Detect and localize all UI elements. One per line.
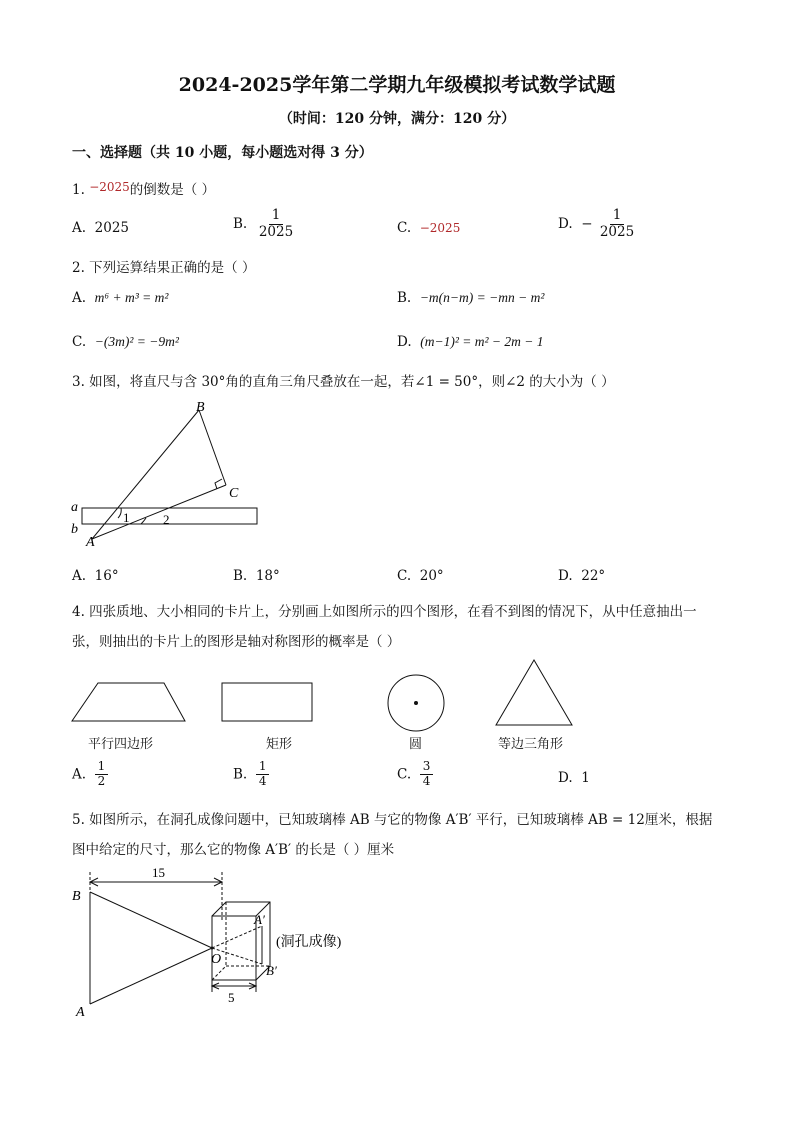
rectangle-shape bbox=[222, 683, 312, 721]
option-a[interactable] bbox=[72, 220, 129, 236]
parallelogram-shape bbox=[72, 683, 185, 721]
ray-a bbox=[90, 948, 212, 1004]
fraction bbox=[597, 208, 637, 240]
ruler-shape bbox=[82, 508, 257, 524]
label-b-prime: B′ bbox=[266, 963, 277, 978]
option-label: B. bbox=[233, 568, 248, 584]
denominator: 4 bbox=[422, 773, 431, 788]
page-title: 2024-2025学年第二学期九年级模拟考试数学试题 bbox=[178, 74, 616, 96]
option-b[interactable] bbox=[397, 290, 544, 306]
option-label: D. bbox=[558, 216, 573, 233]
section-heading: 一、选择题（共 10 小题，每小题选对得 3 分） bbox=[72, 145, 373, 161]
label-5: 5 bbox=[228, 990, 235, 1005]
label-line-a: a bbox=[71, 500, 78, 515]
figure-caption: (洞孔成像) bbox=[276, 935, 342, 950]
shape-label-triangle: 等边三角形 bbox=[498, 737, 564, 752]
numerator: 1 bbox=[95, 760, 109, 775]
option-value: −(3m)² = −9m² bbox=[94, 334, 179, 349]
option-c[interactable] bbox=[397, 760, 433, 789]
option-c[interactable] bbox=[72, 334, 179, 350]
option-a[interactable] bbox=[72, 568, 119, 584]
equilateral-triangle-shape bbox=[496, 660, 572, 725]
denominator: 2 bbox=[97, 773, 106, 788]
label-angle-2: 2 bbox=[163, 512, 170, 527]
triangle-side-ac bbox=[92, 485, 226, 539]
option-label: D. bbox=[397, 334, 412, 350]
ruler-triangle-figure bbox=[66, 398, 266, 550]
option-value: (m−1)² = m² − 2m − 1 bbox=[420, 334, 544, 349]
label-a-prime: A′ bbox=[254, 912, 265, 927]
option-value: 1 bbox=[581, 770, 590, 786]
option-value: −2025 bbox=[419, 221, 461, 235]
page-subtitle: （时间：120 分钟，满分：120 分） bbox=[278, 111, 516, 127]
question-4-line-2: 张，则抽出的卡片上的图形是轴对称图形的概率是（ ） bbox=[72, 634, 401, 650]
question-4-line-1: 4. 四张质地、大小相同的卡片上，分别画上如图所示的四个图形，在看不到图的情况下，从中任意抽出一 bbox=[72, 604, 697, 620]
fraction bbox=[420, 760, 434, 789]
option-value: 18° bbox=[255, 568, 280, 584]
label-b: B bbox=[72, 889, 81, 904]
option-c[interactable] bbox=[397, 568, 444, 584]
question-5-line-2: 图中给定的尺寸，那么它的物像 A′B′ 的长是（ ）厘米 bbox=[72, 842, 395, 858]
question-2: 2. 下列运算结果正确的是（ ） bbox=[72, 260, 256, 276]
shape-label-parallelogram: 平行四边形 bbox=[88, 737, 154, 752]
option-label: D. bbox=[558, 770, 573, 786]
numerator: 1 bbox=[256, 760, 270, 775]
option-label: B. bbox=[233, 766, 248, 783]
option-label: A. bbox=[72, 766, 87, 783]
shape-label-circle: 圆 bbox=[409, 737, 423, 752]
pinhole-imaging-figure bbox=[66, 862, 366, 1022]
angle-1-arc bbox=[118, 508, 121, 518]
option-label: C. bbox=[397, 568, 412, 584]
pinhole-point bbox=[211, 947, 214, 950]
denominator: 4 bbox=[258, 773, 267, 788]
option-d[interactable] bbox=[558, 208, 637, 240]
ray-b bbox=[90, 892, 212, 948]
ray-a-prime bbox=[212, 926, 262, 948]
label-angle-1: 1 bbox=[123, 510, 130, 525]
question-5-line-1: 5. 如图所示，在洞孔成像问题中，已知玻璃棒 AB 与它的物像 A′B′ 平行，已知玻璃棒 AB = 12厘米，根据 bbox=[72, 812, 713, 828]
option-b[interactable] bbox=[233, 760, 269, 789]
option-value: m⁶ + m³ = m² bbox=[94, 290, 169, 305]
label-a: A bbox=[76, 1005, 85, 1020]
option-b[interactable] bbox=[233, 208, 296, 240]
denominator: 2025 bbox=[599, 223, 635, 240]
label-c: C bbox=[229, 486, 239, 501]
box-hidden-edge bbox=[212, 966, 226, 980]
numerator: 1 bbox=[269, 208, 284, 225]
label-15: 15 bbox=[152, 865, 165, 880]
option-b[interactable] bbox=[233, 568, 280, 584]
label-b: B bbox=[196, 400, 205, 415]
question-3: 3. 如图，将直尺与含 30°角的直角三角尺叠放在一起，若∠1 = 50°，则∠2 的大小为（ ） bbox=[72, 374, 615, 390]
option-label: B. bbox=[397, 290, 412, 306]
numerator: 1 bbox=[610, 208, 625, 225]
shape-label-rectangle: 矩形 bbox=[266, 737, 293, 752]
option-d[interactable] bbox=[558, 568, 605, 584]
option-c[interactable] bbox=[397, 220, 460, 236]
fraction bbox=[256, 208, 296, 240]
box-front bbox=[212, 916, 256, 980]
option-d[interactable] bbox=[397, 334, 544, 350]
fraction bbox=[95, 760, 109, 789]
option-d[interactable] bbox=[558, 770, 590, 786]
question-text: 的倒数是（ ） bbox=[129, 182, 216, 198]
triangle-side-ab bbox=[92, 410, 199, 539]
option-value: 22° bbox=[581, 568, 606, 584]
option-label: A. bbox=[72, 220, 87, 236]
denominator: 2025 bbox=[258, 223, 294, 240]
question-number: 1. bbox=[72, 182, 85, 198]
option-a[interactable] bbox=[72, 760, 108, 789]
circle-center-dot bbox=[414, 701, 418, 705]
label-a: A bbox=[86, 535, 95, 550]
option-label: D. bbox=[558, 568, 573, 584]
triangle-side-bc bbox=[199, 410, 226, 485]
fraction bbox=[256, 760, 270, 789]
math-expression: −2025 bbox=[89, 180, 130, 194]
option-label: B. bbox=[233, 216, 248, 233]
option-label: C. bbox=[72, 334, 87, 350]
option-value: 2025 bbox=[94, 220, 129, 236]
question-1 bbox=[72, 178, 215, 198]
numerator: 3 bbox=[420, 760, 434, 775]
option-label: A. bbox=[72, 568, 87, 584]
label-line-b: b bbox=[71, 522, 78, 537]
option-a[interactable] bbox=[72, 290, 168, 306]
option-value: 20° bbox=[419, 568, 444, 584]
label-o: O bbox=[211, 952, 222, 967]
option-label: C. bbox=[397, 220, 412, 236]
option-label: C. bbox=[397, 766, 412, 783]
option-value: −m(n−m) = −mn − m² bbox=[419, 290, 545, 305]
minus-sign: − bbox=[581, 216, 593, 233]
option-label: A. bbox=[72, 290, 87, 306]
option-value: 16° bbox=[94, 568, 119, 584]
